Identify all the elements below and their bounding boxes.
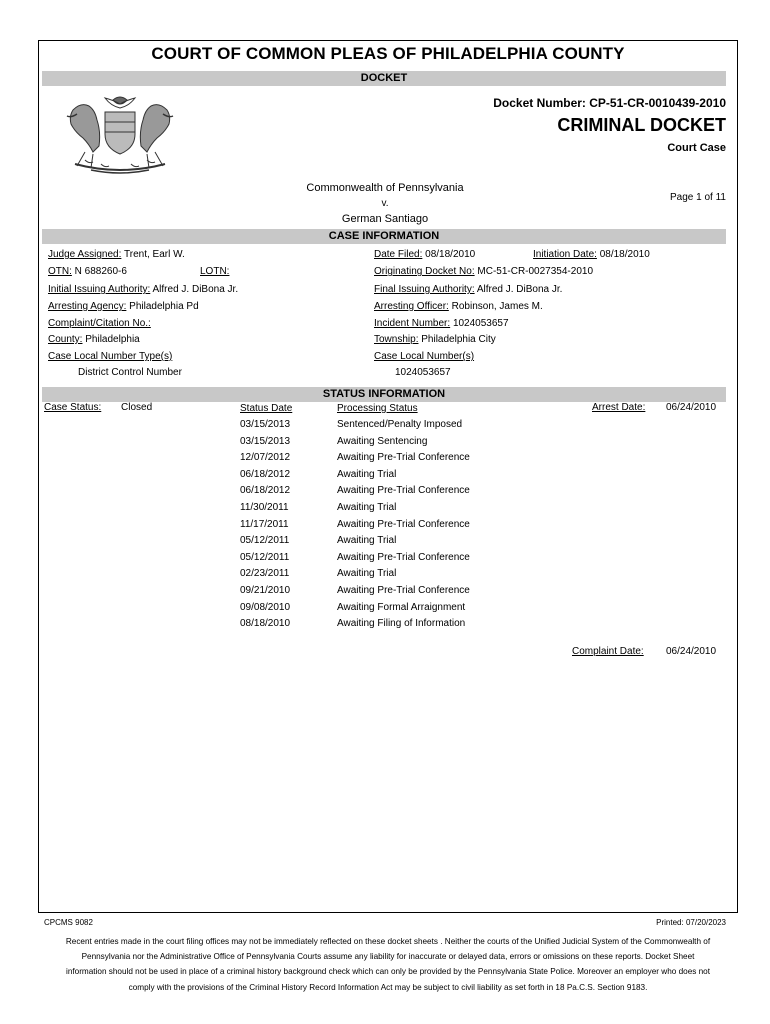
case-local-numbers: [374, 351, 474, 362]
status-row-processing: Awaiting Pre-Trial Conference: [337, 485, 470, 497]
caption-versus: v.: [381, 198, 389, 209]
status-information-band: STATUS INFORMATION: [42, 387, 726, 402]
status-row-date: 03/15/2013: [240, 419, 291, 430]
docket-band: DOCKET: [42, 71, 726, 86]
arresting-agency: [48, 301, 199, 312]
fia-label: Final Issuing Authority:: [374, 284, 475, 295]
local-type-value: District Control Number: [78, 367, 182, 378]
county-value: Philadelphia: [85, 334, 140, 345]
iia-value: Alfred J. DiBona Jr.: [152, 284, 239, 295]
case-status-label: Case Status:: [44, 402, 102, 413]
fia-value: Alfred J. DiBona Jr.: [476, 284, 563, 295]
complaint-date-label: Complaint Date:: [572, 646, 644, 657]
status-row-date: 12/07/2012: [240, 452, 291, 464]
otn-value: N 688260-6: [74, 266, 127, 277]
local-num-value: 1024053657: [395, 367, 451, 378]
iia-label: Initial Issuing Authority:: [48, 284, 151, 295]
court-case-label: Court Case: [667, 142, 726, 154]
agency-value: Philadelphia Pd: [129, 301, 199, 312]
status-row-date: 11/17/2011: [240, 518, 289, 530]
page-number: Page 1 of 11: [670, 192, 726, 203]
status-row-processing: Awaiting Trial: [337, 468, 397, 480]
judge-value: Trent, Earl W.: [124, 249, 185, 260]
status-row-processing: Awaiting Pre-Trial Conference: [337, 585, 470, 596]
status-row-date: 11/30/2011: [240, 502, 289, 513]
orig-docket-label: Originating Docket No:: [374, 266, 475, 277]
status-row-date: 05/12/2011: [240, 535, 290, 547]
otn-label: OTN:: [48, 266, 72, 277]
caption-defendant: German Santiago: [341, 213, 429, 225]
complaint-date-value: 06/24/2010: [666, 646, 717, 657]
status-row-processing: Sentenced/Penalty Imposed: [337, 419, 463, 430]
status-row-date: 08/18/2010: [240, 618, 291, 630]
status-row-date: 09/21/2010: [240, 585, 291, 596]
status-row-date: 02/23/2011: [240, 568, 290, 580]
township: [374, 334, 496, 345]
agency-label: Arresting Agency:: [48, 301, 127, 312]
status-date-header: Status Date: [240, 403, 293, 414]
local-type-label: Case Local Number Type(s): [48, 351, 173, 362]
date-filed-value: 08/18/2010: [425, 249, 476, 260]
case-local-number-type: [48, 351, 172, 362]
status-row-processing: Awaiting Trial: [337, 535, 397, 547]
initial-issuing-authority: [48, 284, 238, 295]
otn: [48, 266, 127, 277]
printed-date: Printed: 07/20/2023: [656, 918, 726, 927]
initiation-value: 08/18/2010: [599, 249, 650, 260]
pennsylvania-coat-of-arms-icon: [55, 92, 185, 174]
caption-plaintiff: Commonwealth of Pennsylvania: [306, 182, 464, 194]
status-row-processing: Awaiting Formal Arraignment: [337, 601, 466, 613]
township-label: Township:: [374, 334, 419, 345]
incident-value: 1024053657: [452, 318, 509, 329]
case-information-band: CASE INFORMATION: [42, 229, 726, 244]
processing-status-header: Processing Status: [337, 403, 418, 414]
status-row-processing: Awaiting Pre-Trial Conference: [337, 551, 470, 563]
docket-number: Docket Number: CP-51-CR-0010439-2010: [493, 96, 726, 110]
disclaimer: Recent entries made in the court filing offices may not be immediately reflected on these docket sheets . Neither the courts of the Unified Judicial System of the Commonwealth of Pennsylvania nor the Administrative Office of Pennsylvania Courts assume any liability for inaccurate or delayed data, errors or omissions on these reports. Docket Sheet information should not be used in place of a criminal history background check which can only be provided by the Pennsylvania State Police. Moreover an employer who does not comply with the provisions of the Criminal History Record Information Act may be subject to civil liability as set forth in 18 Pa.C.S. Section 9183.: [65, 937, 711, 992]
status-row-date: 06/18/2012: [240, 485, 291, 497]
complaint-label: Complaint/Citation No.:: [48, 318, 151, 329]
local-num-label: Case Local Number(s): [374, 351, 475, 362]
status-row-date: 03/15/2013: [240, 435, 291, 447]
officer-label: Arresting Officer:: [374, 301, 449, 312]
officer-value: Robinson, James M.: [451, 301, 543, 312]
lotn-label: LOTN:: [200, 266, 230, 277]
originating-docket: [374, 266, 593, 277]
complaint-citation: [48, 318, 151, 329]
status-row-processing: Awaiting Pre-Trial Conference: [337, 518, 470, 530]
status-row-processing: Awaiting Pre-Trial Conference: [337, 452, 470, 464]
status-row-date: 05/12/2011: [240, 551, 290, 563]
county-label: County:: [48, 334, 83, 345]
judge-label: Judge Assigned:: [48, 249, 122, 260]
incident-label: Incident Number:: [374, 318, 451, 329]
lotn: [200, 266, 229, 277]
status-row-processing: Awaiting Sentencing: [337, 435, 428, 447]
court-title: COURT OF COMMON PLEAS OF PHILADELPHIA COUNTY: [151, 44, 625, 63]
docket-type: CRIMINAL DOCKET: [557, 115, 726, 135]
judge-assigned: [48, 249, 185, 260]
initiation-date: [533, 249, 650, 260]
final-issuing-authority: [374, 284, 562, 295]
arresting-officer: [374, 301, 543, 312]
case-status: [44, 402, 101, 413]
form-id: CPCMS 9082: [44, 918, 93, 927]
case-status-value: Closed: [121, 402, 153, 413]
arrest-date-value: 06/24/2010: [666, 402, 717, 413]
status-row-date: 09/08/2010: [240, 601, 291, 613]
arrest-date-label: Arrest Date:: [592, 402, 646, 413]
status-row-date: 06/18/2012: [240, 468, 291, 480]
status-row-processing: Awaiting Trial: [337, 502, 397, 513]
incident-number: [374, 318, 509, 329]
county: [48, 334, 140, 345]
status-row-processing: Awaiting Trial: [337, 568, 397, 580]
orig-docket-value: MC-51-CR-0027354-2010: [477, 266, 594, 277]
initiation-label: Initiation Date:: [533, 249, 597, 260]
township-value: Philadelphia City: [421, 334, 496, 345]
date-filed-label: Date Filed:: [374, 249, 423, 260]
date-filed: [374, 249, 475, 260]
status-row-processing: Awaiting Filing of Information: [337, 618, 466, 630]
